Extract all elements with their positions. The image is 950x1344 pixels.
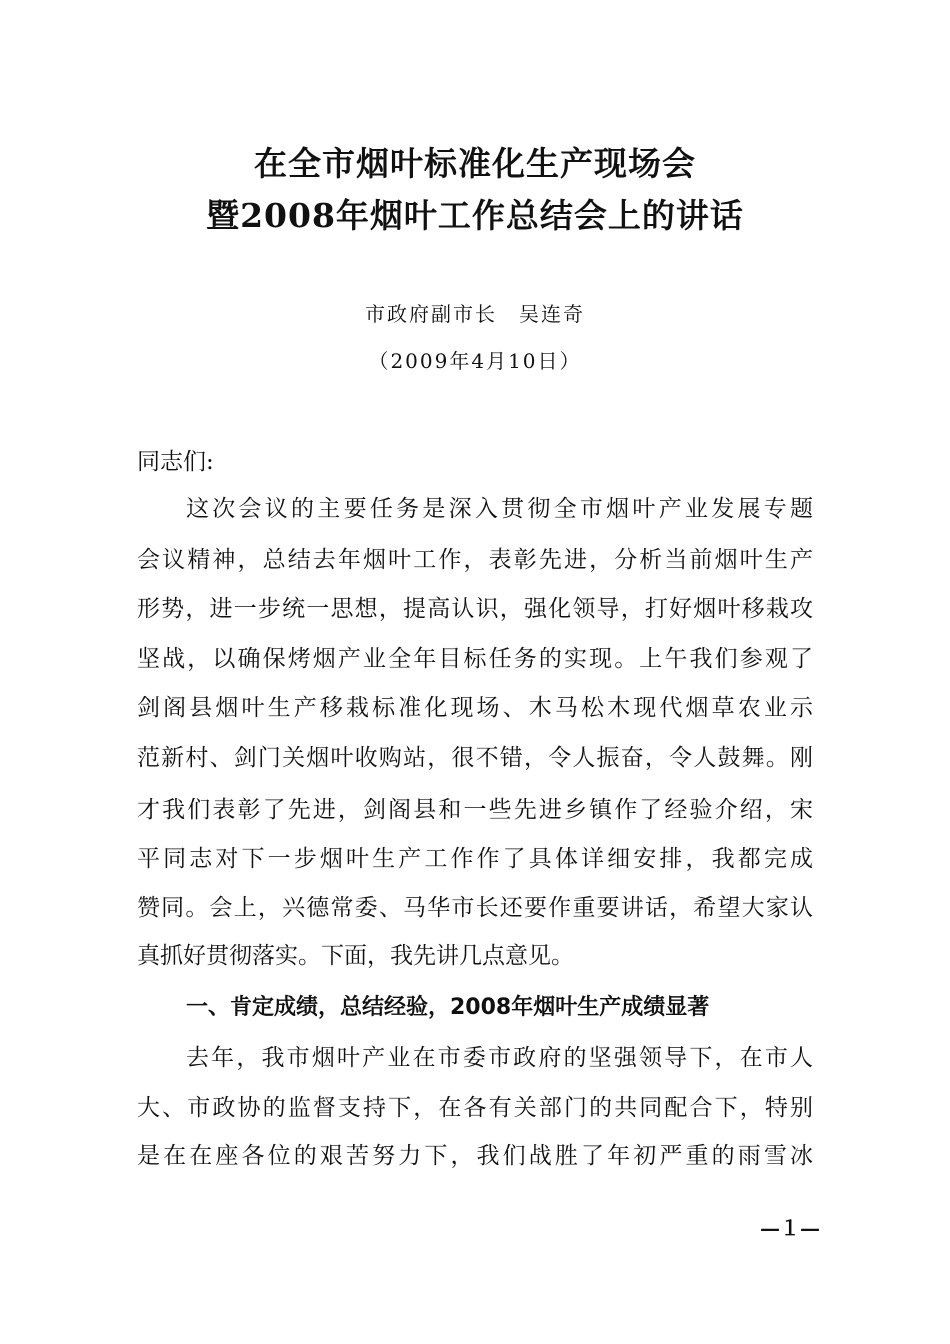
paragraph-line: 形势，进一步统一思想，提高认识，强化领导，打好烟叶移栽攻 <box>137 596 813 622</box>
page-number: —１— <box>760 1216 820 1240</box>
paragraph-line: 这次会议的主要任务是深入贯彻全市烟叶产业发展专题 <box>186 496 813 522</box>
paragraph-line: 赞同。会上，兴德常委、马华市长还要作重要讲话，希望大家认 <box>137 895 813 921</box>
paragraph-line: 平同志对下一步烟叶生产工作作了具体详细安排，我都完成 <box>137 846 813 872</box>
date-line: （2009年4月10日） <box>368 349 582 373</box>
paragraph-line: 范新村、剑门关烟叶收购站，很不错，令人振奋，令人鼓舞。刚 <box>137 745 813 771</box>
paragraph-line: 大、市政协的监督支持下，在各有关部门的共同配合下，特别 <box>137 1095 813 1121</box>
paragraph-line: 剑阁县烟叶生产移栽标准化现场、木马松木现代烟草农业示 <box>137 695 813 721</box>
paragraph-line: 去年，我市烟叶产业在市委市政府的坚强领导下，在市人 <box>186 1045 813 1071</box>
paragraph-line: 才我们表彰了先进，剑阁县和一些先进乡镇作了经验介绍，宋 <box>137 797 813 823</box>
paragraph-line: 坚战，以确保烤烟产业全年目标任务的实现。上午我们参观了 <box>137 646 813 672</box>
author-line: 市政府副市长 吴连奇 <box>365 302 585 326</box>
document-title-line-1: 在全市烟叶标准化生产现场会 <box>254 144 696 183</box>
salutation: 同志们: <box>137 449 214 475</box>
document-title-line-2: 暨2008年烟叶工作总结会上的讲话 <box>206 196 744 235</box>
paragraph-line: 会议精神，总结去年烟叶工作，表彰先进，分析当前烟叶生产 <box>137 547 813 573</box>
paragraph-line: 真抓好贯彻落实。下面，我先讲几点意见。 <box>137 943 574 969</box>
section-heading-1: 一、肯定成绩，总结经验，2008年烟叶生产成绩显著 <box>186 995 710 1020</box>
paragraph-line: 是在在座各位的艰苦努力下，我们战胜了年初严重的雨雪冰 <box>137 1143 813 1169</box>
